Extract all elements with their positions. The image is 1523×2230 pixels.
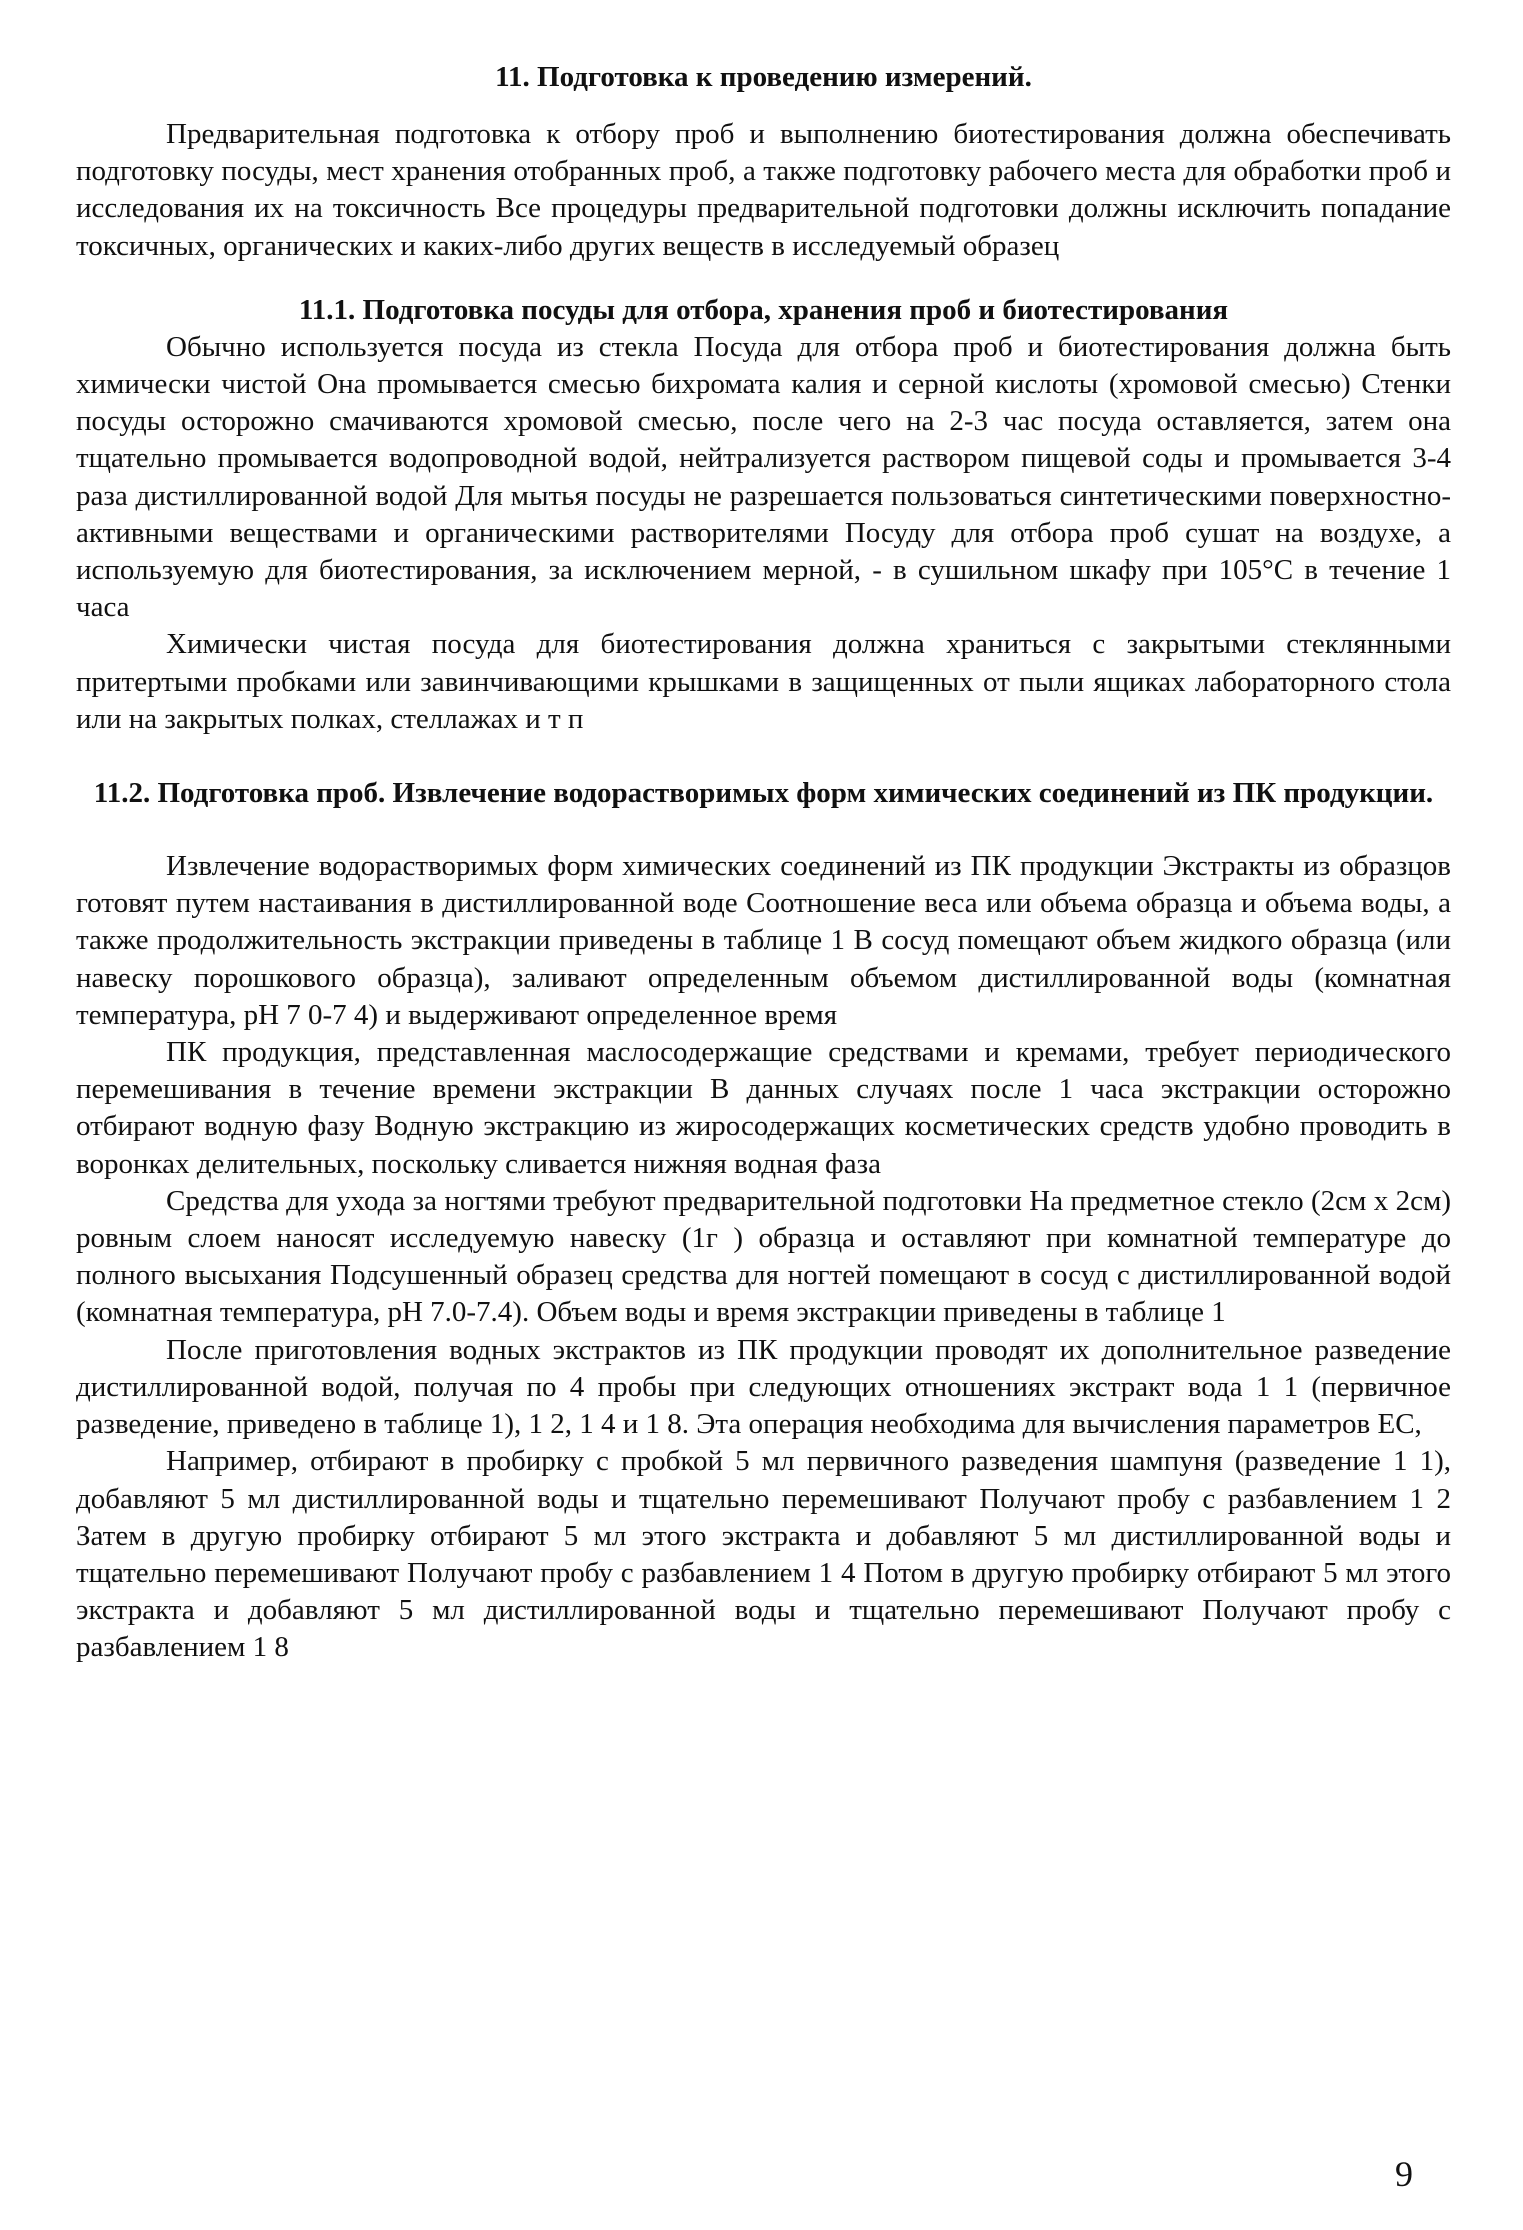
section-11-1-paragraph-2: Химически чистая посуда для биотестирования должна храниться с закрытыми стеклянными притертыми пробками или завинчивающими крышками в защищенных от пыли ящиках лабораторного стола или на закрытых полках, стеллажах и т п [76,628,1451,735]
page-number: 9 [1395,2154,1413,2194]
section-11-2-paragraph-4: После приготовления водных экстрактов из ПК продукции проводят их дополнительное разведение дистиллированной водой, получая по 4 пробы при следующих отношениях экстракт вода 1 1 (первичное разведение, приведено в таблице 1), 1 2, 1 4 и 1 8. Эта операция необходима для вычисления параметров ЕС, [76,1333,1451,1441]
section-11-2-paragraph-2: ПК продукция, представленная маслосодержащие средствами и кремами, требует периодического перемешивания в течение времени экстракции В данных случаях после 1 часа экстракции осторожно отбирают водную фазу Водную экстракцию из жиросодержащих косметических средств удобно проводить в воронках делительных, поскольку сливается нижняя водная фаза [76,1036,1451,1180]
section-11-paragraph-1: Предварительная подготовка к отбору проб и выполнению биотестирования должна обеспечивать подготовку посуды, мест хранения отобранных проб, а также подготовку рабочего места для обработки проб и исследования их на токсичность Все процедуры предварительной подготовки должны исключить попадание токсичных, органических и каких-либо других веществ в исследуемый образец [76,118,1451,262]
section-11-2-paragraph-3: Средства для ухода за ногтями требуют предварительной подготовки На предметное стекло (2см x 2см) ровным слоем наносят исследуемую навеску (1г ) образца и оставляют при комнатной температуре до полного высыхания Подсушенный образец средства для ногтей помещают в сосуд с дистиллированной водой (комнатная температура, pH 7.0-7.4). Объем воды и время экстракции приведены в таблице 1 [76,1184,1451,1329]
document-page [76,58,1451,1667]
section-11-heading: 11. Подготовка к проведению измерений. [495,61,1032,93]
section-11-2-paragraph-1: Извлечение водорастворимых форм химических соединений из ПК продукции Экстракты из образцов готовят путем настаивания в дистиллированной воде Соотношение веса или объема образца и объема воды, а также продолжительность экстракции приведены в таблице 1 В сосуд помещают объем жидкого образца (или навеску порошкового образца), заливают определенным объемом дистиллированной воды (комнатная температура, pH 7 0-7 4) и выдерживают определенное время [76,850,1451,1031]
section-11-2-heading: 11.2. Подготовка проб. Извлечение водорастворимых форм химических соединений из ПК продукции. [93,777,1434,810]
section-11-2-paragraph-5: Например, отбирают в пробирку с пробкой 5 мл первичного разведения шампуня (разведение 1 1), добавляют 5 мл дистиллированной воды и тщательно перемешивают Получают пробу с разбавлением 1 2 Затем в другую пробирку отбирают 5 мл этого экстракта и добавляют 5 мл дистиллированной воды и тщательно перемешивают Получают пробу с разбавлением 1 4 Потом в другую пробирку отбирают 5 мл этого экстракта и добавляют 5 мл дистиллированной воды и тщательно перемешивают Получают пробу с разбавлением 1 8 [76,1445,1451,1664]
section-11-1-heading: 11.1. Подготовка посуды для отбора, хранения проб и биотестирования [298,293,1229,326]
section-11-1-paragraph-1: Обычно используется посуда из стекла Посуда для отбора проб и биотестирования должна быть химически чистой Она промывается смесью бихромата калия и серной кислоты (хромовой смесью) Стенки посуды осторожно смачиваются хромовой смесью, после чего на 2-3 час посуда оставляется, затем она тщательно промывается водопроводной водой, нейтрализуется раствором пищевой соды и промывается 3-4 раза дистиллированной водой Для мытья посуды не разрешается пользоваться синтетическими поверхностно-активными веществами и органическими растворителями Посуду для отбора проб сушат на воздухе, а используемую для биотестирования, за исключением мерной, - в сушильном шкафу при 105°С в течение 1 часа [76,330,1451,624]
